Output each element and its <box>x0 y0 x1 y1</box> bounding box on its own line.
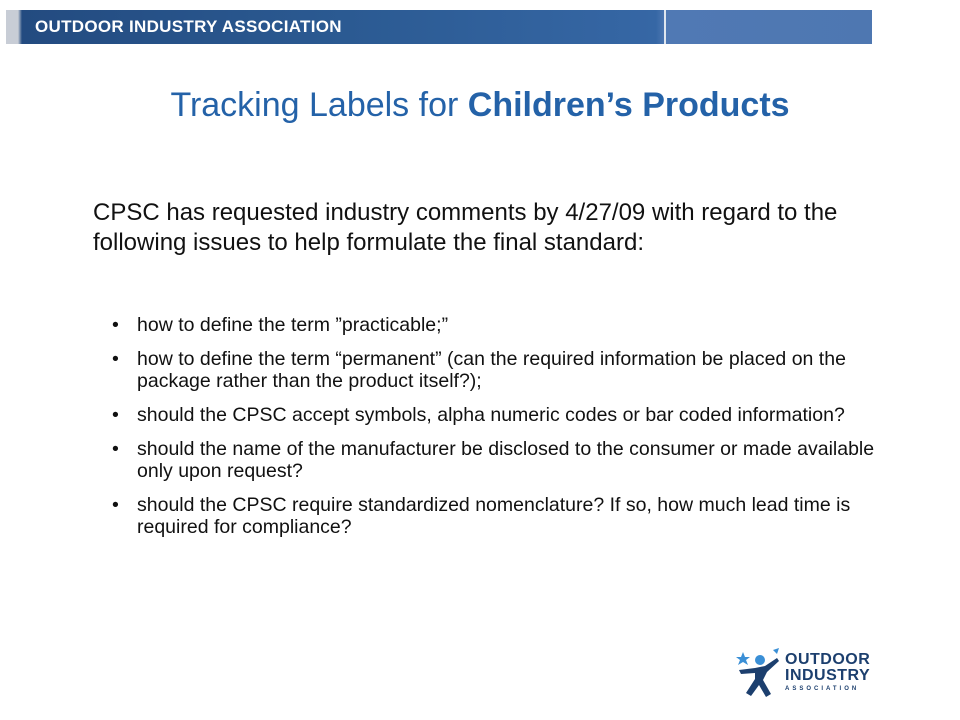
title-regular: Tracking Labels for <box>170 86 468 124</box>
logo-line-outdoor: OUTDOOR <box>785 651 871 668</box>
bullet-list <box>112 314 912 550</box>
bullet-item <box>112 438 912 482</box>
header-banner <box>0 0 960 44</box>
bullet-text: should the CPSC accept symbols, alpha numeric codes or bar coded information? <box>137 404 845 426</box>
bullet-item <box>112 404 912 426</box>
bullet-text: should the CPSC require standardized nomenclature? If so, how much lead time is required for compliance? <box>137 494 851 538</box>
bullet-text: should the name of the manufacturer be disclosed to the consumer or made available only upon request? <box>137 438 875 482</box>
slide-title <box>0 86 960 125</box>
banner-text: OUTDOOR INDUSTRY ASSOCIATION <box>35 17 342 36</box>
logo-line-industry: INDUSTRY <box>785 667 871 684</box>
oia-logo <box>733 646 893 702</box>
person-logo-icon <box>733 646 783 702</box>
bullet-item <box>112 314 912 336</box>
logo-line-association: ASSOCIATION <box>785 686 860 692</box>
bullet-text: how to define the term ”practicable;” <box>137 314 449 336</box>
bullet-dot: • <box>112 314 119 336</box>
logo-wordmark <box>785 652 870 684</box>
intro-paragraph: CPSC has requested industry comments by 4/27/09 with regard to the following issues to help formulate the final standard: <box>93 199 838 256</box>
banner-bar <box>6 10 872 44</box>
banner-divider <box>664 10 666 44</box>
bullet-dot: • <box>112 494 119 516</box>
bullet-item <box>112 494 912 538</box>
bullet-text: how to define the term “permanent” (can the required information be placed on the package rather than the product itself?); <box>137 348 846 392</box>
bullet-dot: • <box>112 438 119 460</box>
bullet-dot: • <box>112 348 119 370</box>
title-bold: Children’s Products <box>467 86 790 124</box>
bullet-dot: • <box>112 404 119 426</box>
bullet-item <box>112 348 912 392</box>
